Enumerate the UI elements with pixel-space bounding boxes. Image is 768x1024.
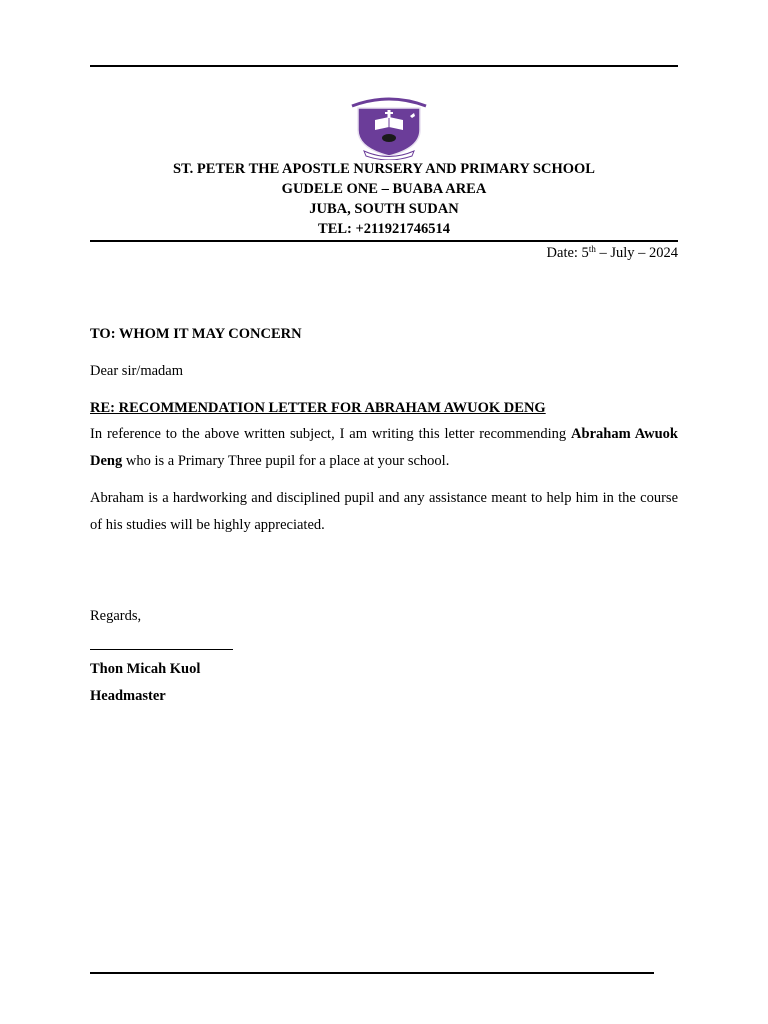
pupil-name: Abraham Awuok Deng xyxy=(90,426,678,469)
footer-rule xyxy=(90,972,654,974)
signer-name: Thon Micah Kuol xyxy=(90,661,201,677)
body-paragraph-1 xyxy=(90,421,678,475)
p1-text-before: In reference to the above written subject, I am writing this letter recommending xyxy=(90,426,572,442)
school-name: ST. PETER THE APOSTLE NURSERY AND PRIMARY SCHOOL xyxy=(173,161,595,177)
top-rule xyxy=(90,65,678,67)
school-crest-logo xyxy=(344,96,434,160)
school-city: JUBA, SOUTH SUDAN xyxy=(309,201,459,217)
school-area: GUDELE ONE – BUABA AREA xyxy=(281,181,487,197)
salutation: Dear sir/madam xyxy=(90,363,184,379)
letter-date xyxy=(90,243,678,263)
signature-line xyxy=(90,649,233,650)
signer-title: Headmaster xyxy=(90,688,166,704)
date-ordinal: th xyxy=(588,244,596,254)
body-paragraph-2: Abraham is a hardworking and disciplined pupil and any assistance meant to help him in the course of his studies will be highly appreciated. xyxy=(90,490,678,533)
recipient-line: TO: WHOM IT MAY CONCERN xyxy=(90,326,302,342)
date-rest: – July – 2024 xyxy=(595,245,678,261)
school-telephone: TEL: +211921746514 xyxy=(318,221,450,237)
subject-line: RE: RECOMMENDATION LETTER FOR ABRAHAM AWUOK DENG xyxy=(90,400,546,416)
p1-text-after: who is a Primary Three pupil for a place at your school. xyxy=(122,453,450,469)
header-rule xyxy=(90,240,678,242)
closing: Regards, xyxy=(90,608,142,624)
date-prefix: Date: 5 xyxy=(546,245,589,261)
